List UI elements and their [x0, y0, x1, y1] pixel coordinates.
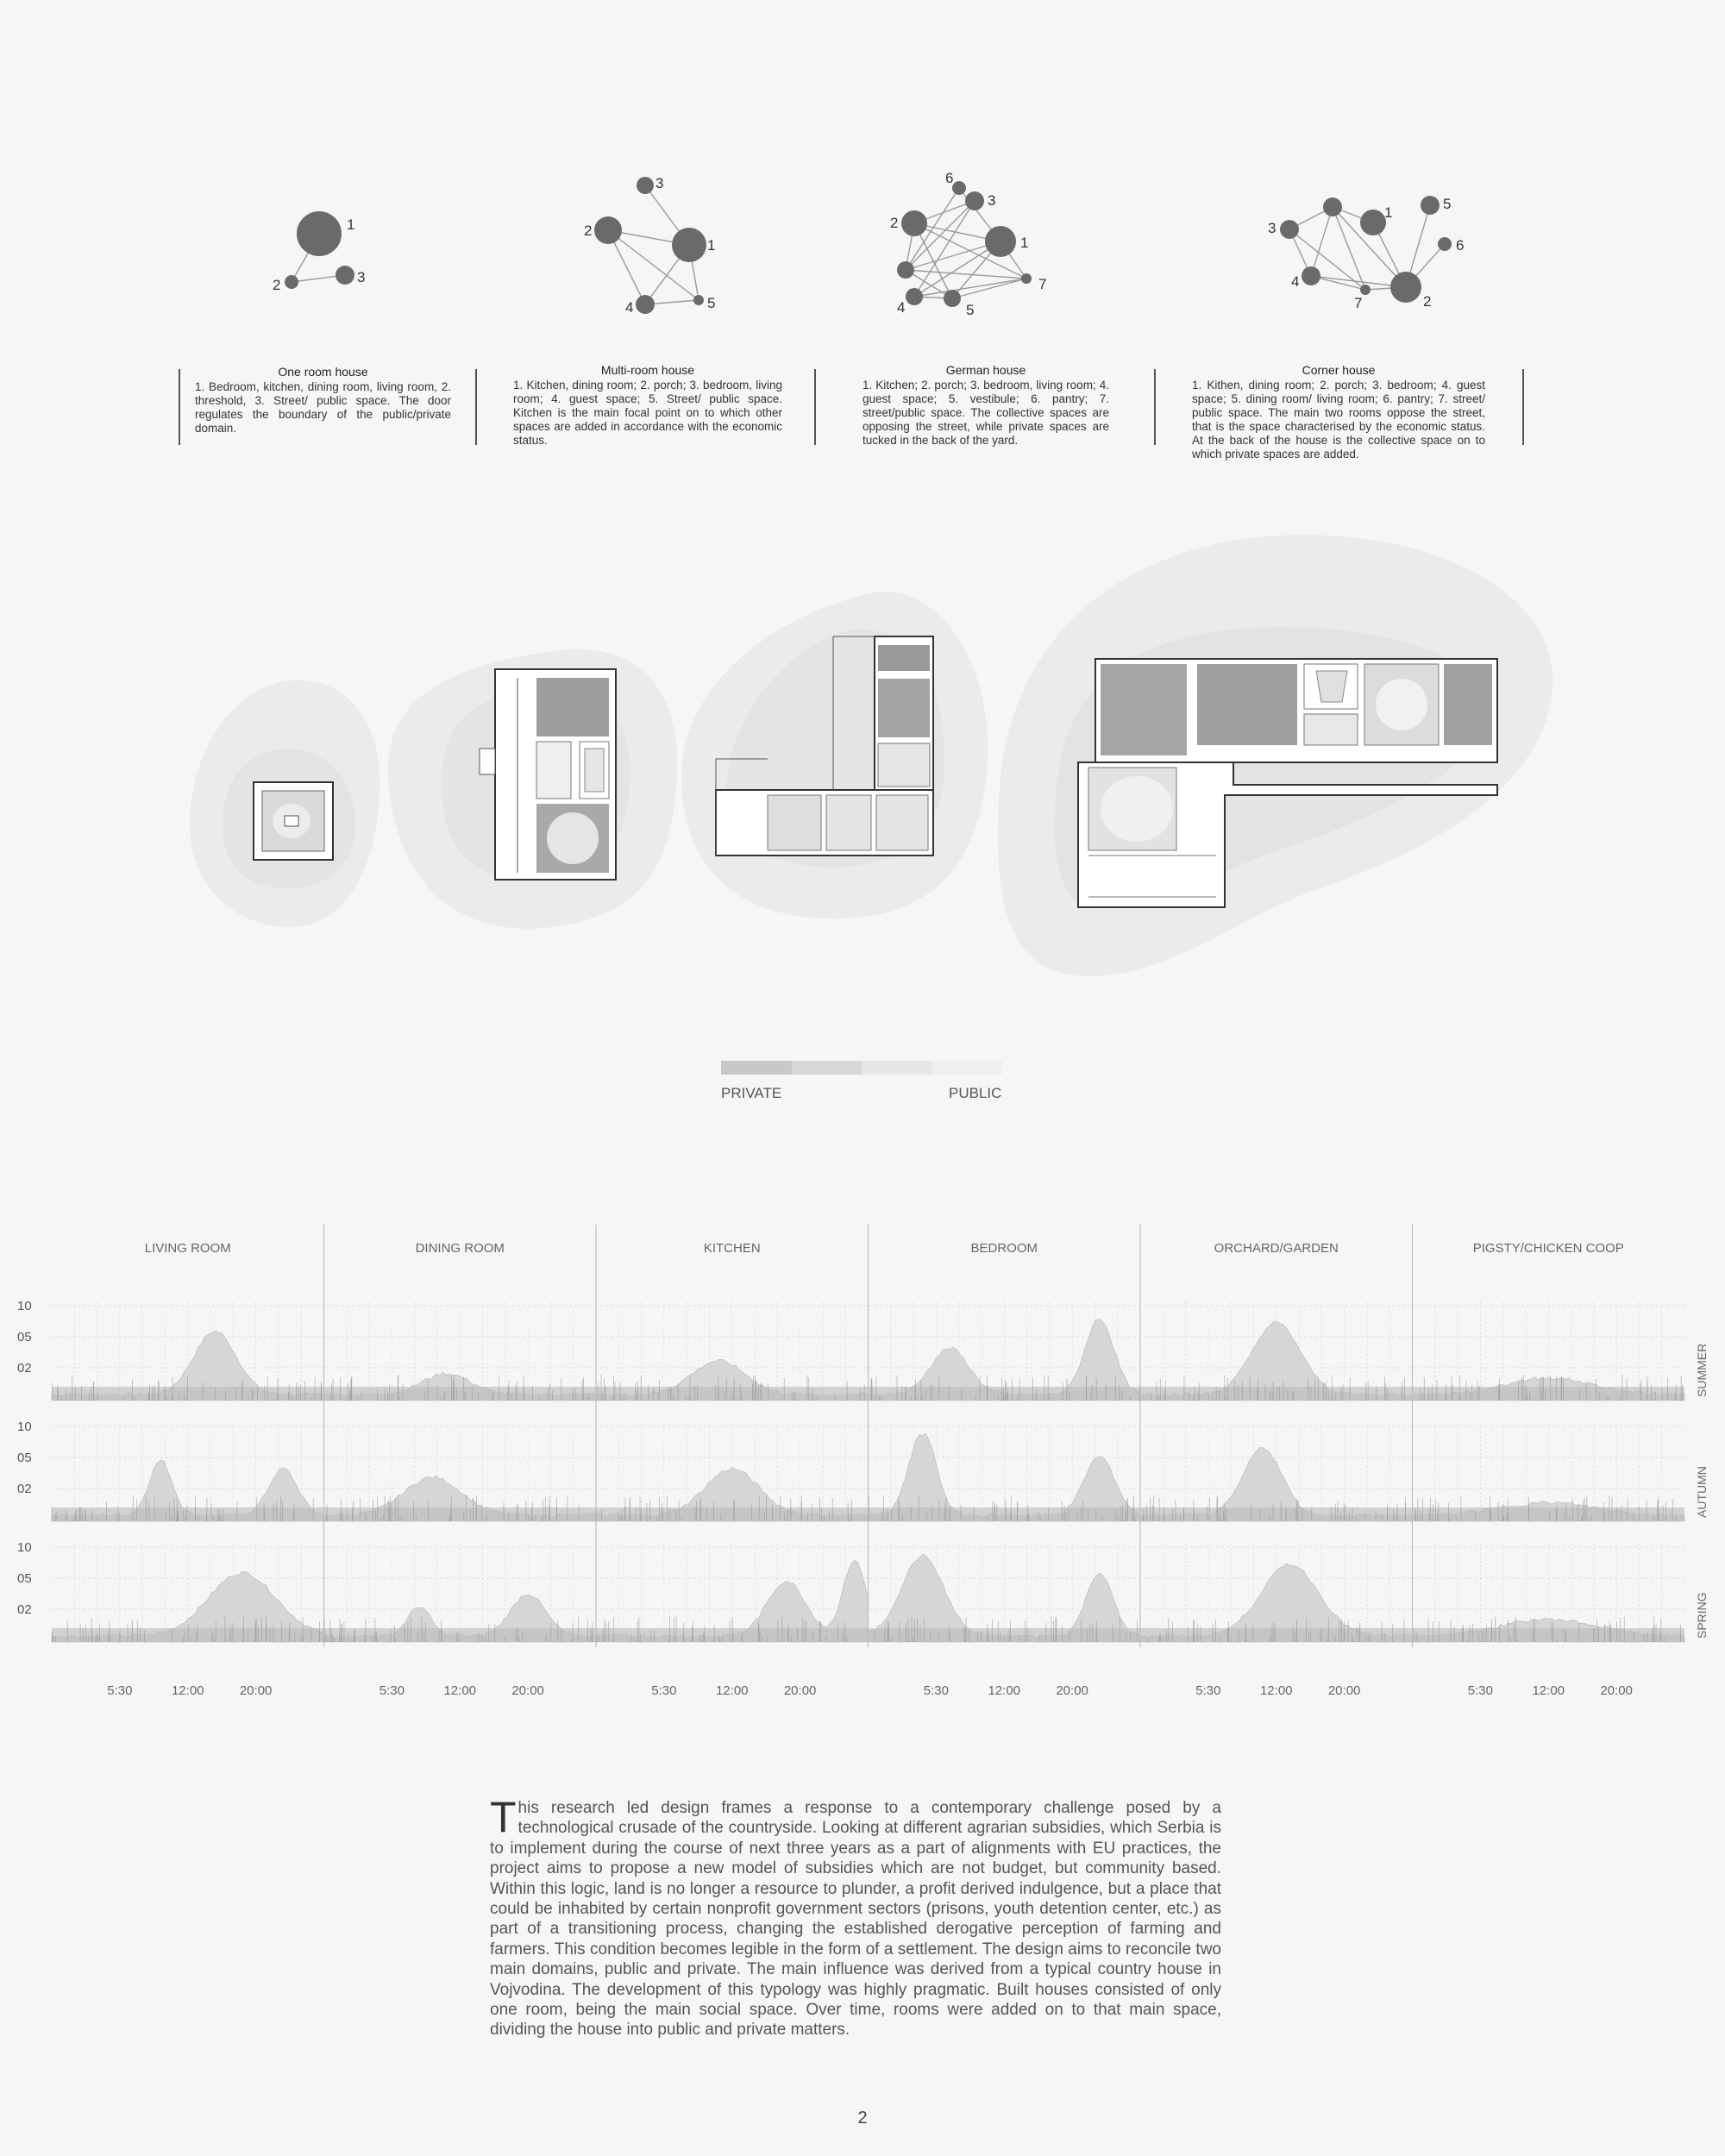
y-tick-label: 02: [17, 1482, 32, 1496]
node-label: 1: [707, 237, 716, 254]
chart-panel-title: ORCHARD/GARDEN: [1214, 1241, 1339, 1256]
essay: [490, 1793, 1221, 2040]
node-label: 1: [1020, 235, 1029, 251]
graph-node: [1421, 196, 1440, 215]
legend-swatch: [862, 1061, 932, 1075]
house-description: [862, 363, 1109, 448]
chart-panel-title: DINING ROOM: [415, 1241, 505, 1256]
activity-base-band: [596, 1628, 869, 1642]
x-tick-label: 20:00: [1600, 1683, 1633, 1698]
node-label: 1: [1384, 204, 1393, 221]
floor-plans: [0, 517, 1725, 1000]
divider-left: [179, 369, 180, 445]
y-tick-label: 05: [17, 1451, 32, 1465]
house-text: 1. Kithen, dining room; 2. porch; 3. bedroom; 4. guest space; 5. dining room/ living room; 6. pantry; 7. street/ public space. The main two rooms oppose the street, that is the space characterised by the economic status. At the back of the house is the collective space on to which private spaces are added.: [1192, 379, 1485, 461]
divider-left: [1154, 369, 1156, 445]
node-label: 4: [625, 299, 634, 316]
graph-node: [906, 288, 923, 305]
activity-base-band: [52, 1628, 324, 1642]
graph-node: [1360, 285, 1371, 295]
y-tick-label: 10: [17, 1420, 32, 1434]
node-label: 4: [1291, 273, 1300, 290]
season-label: SPRING: [1695, 1592, 1709, 1639]
legend-public-label: PUBLIC: [949, 1085, 1002, 1101]
activity-base-band: [869, 1387, 1141, 1401]
x-tick-label: 20:00: [783, 1683, 817, 1698]
node-label: 5: [1443, 196, 1452, 212]
node-label: 6: [945, 170, 954, 186]
house-text: 1. Bedroom, kitchen, dining room, living room, 2. threshold, 3. Street/ public space. The door regulates the boundary of the public/private domain.: [195, 380, 451, 435]
graph-node: [336, 266, 354, 285]
y-tick-label: 10: [17, 1299, 32, 1313]
legend-swatch: [721, 1061, 792, 1075]
house-title: Multi-room house: [600, 363, 695, 377]
x-tick-label: 20:00: [1327, 1683, 1361, 1698]
chart-panel-title: BEDROOM: [970, 1241, 1038, 1256]
x-tick-label: 20:00: [1056, 1683, 1088, 1698]
node-label: 2: [1423, 293, 1432, 310]
divider-left: [475, 369, 477, 445]
node-label: 7: [1354, 295, 1363, 311]
house-text: 1. Kitchen; 2. porch; 3. bedroom, living room; 4. guest space; 5. vestibule; 6. pantry; 7. street/public space. The collective spaces are opposing the street, while private spaces are tucked in the back of the yard.: [862, 379, 1109, 447]
graph-node: [1360, 210, 1386, 235]
graph-node: [1302, 266, 1320, 285]
legend-swatch: [792, 1061, 862, 1075]
x-tick-label: 5:30: [923, 1683, 949, 1698]
graph-node: [297, 211, 342, 256]
x-tick-label: 20:00: [239, 1683, 273, 1698]
chart-panel-title: PIGSTY/CHICKEN COOP: [1472, 1241, 1624, 1256]
house-title: Corner house: [1302, 363, 1376, 377]
activity-base-band: [1413, 1387, 1685, 1401]
graph-node: [1323, 197, 1342, 216]
plan-one-room: [254, 782, 333, 860]
divider-right: [1522, 369, 1524, 445]
activity-base-band: [1140, 1387, 1413, 1401]
chart-panel-title: LIVING ROOM: [144, 1241, 231, 1256]
activity-base-band: [1413, 1507, 1685, 1521]
y-tick-label: 05: [17, 1330, 32, 1344]
plan-multi-room: [480, 669, 616, 880]
graph-node: [1390, 272, 1421, 303]
x-tick-label: 20:00: [511, 1683, 544, 1698]
x-tick-label: 12:00: [443, 1683, 477, 1698]
house-text: 1. Kitchen, dining room; 2. porch; 3. bedroom, living room; 4. guest space; 5. Street/ public space. Kitchen is the main focal point on to which other spaces are added in accordance with the economic status.: [513, 379, 782, 447]
graph-node: [594, 216, 622, 244]
graph-node: [952, 181, 966, 195]
node-label: 5: [707, 295, 716, 311]
season-label: SUMMER: [1695, 1343, 1709, 1397]
privacy-legend: [721, 1061, 1002, 1075]
node-label: 7: [1038, 276, 1047, 292]
legend-swatch: [932, 1061, 1003, 1075]
page-number: 2: [857, 2109, 868, 2128]
graph-node: [693, 295, 704, 305]
legend-private-label: PRIVATE: [721, 1085, 782, 1101]
house-description: [513, 363, 782, 448]
node-label: 2: [890, 215, 899, 231]
node-label: 3: [656, 175, 664, 191]
graph-node: [897, 261, 914, 279]
x-tick-label: 5:30: [1195, 1683, 1221, 1698]
y-tick-label: 02: [17, 1602, 32, 1617]
x-tick-label: 12:00: [1532, 1683, 1565, 1698]
activity-base-band: [324, 1387, 597, 1401]
activity-chart: [0, 1207, 1725, 1716]
graph-node: [965, 191, 984, 210]
x-tick-label: 12:00: [171, 1683, 204, 1698]
graph-node: [672, 228, 706, 262]
node-label: 2: [273, 277, 281, 293]
activity-base-band: [869, 1507, 1141, 1521]
essay-dropcap: T: [490, 1793, 517, 1841]
y-tick-label: 05: [17, 1571, 32, 1586]
graph-node: [1021, 273, 1032, 284]
graph-node: [1280, 220, 1299, 239]
divider-left: [814, 369, 816, 445]
graph-node: [944, 290, 961, 307]
graph-node: [1438, 237, 1452, 251]
y-tick-label: 02: [17, 1361, 32, 1376]
x-tick-label: 12:00: [1259, 1683, 1293, 1698]
essay-text: his research led design frames a response to a contemporary challenge posed by a technological crusade of the countryside. Looking at different agrarian subsidies, which Serbia is to implement during the course of next three years as a part of alignments with EU practices, the project aims to propose a new model of subsidies which are not budget, but community based. Within this logic, land is no longer a resource to plunder, a profit derived indulgence, but a place that could be inhabited by certain nonprofit government sectors (prisons, youth detention center, etc.) as part of a transitioning process, changing the established derogative perception of farming and farmers. This condition becomes legible in the form of a settlement. The design aims to reconcile two main domains, public and private. The main influence was derived from a typical country house in Vojvodina. The development of this typology was highly pragmatic. Built houses consisted of only one room, being the main social space. Over time, rooms were added on to that main space, dividing the house into public and private matters.: [490, 1799, 1221, 2040]
graph-node: [985, 226, 1016, 257]
privacy-blob: [681, 592, 988, 918]
node-label: 3: [357, 269, 366, 285]
season-label: AUTUMN: [1695, 1466, 1709, 1518]
graph-node: [636, 295, 655, 314]
x-tick-label: 5:30: [379, 1683, 405, 1698]
chart-panel-title: KITCHEN: [703, 1241, 761, 1256]
node-label: 3: [988, 192, 996, 209]
x-tick-label: 5:30: [1467, 1683, 1493, 1698]
house-title: German house: [945, 363, 1026, 377]
activity-base-band: [596, 1507, 869, 1521]
activity-base-band: [1140, 1628, 1413, 1642]
activity-base-band: [52, 1507, 324, 1521]
node-label: 4: [897, 299, 906, 316]
graph-node: [285, 275, 298, 289]
x-tick-label: 5:30: [651, 1683, 677, 1698]
house-description: [195, 365, 451, 436]
graph-node: [637, 177, 654, 194]
x-tick-label: 12:00: [715, 1683, 749, 1698]
network-graphs: [0, 0, 1725, 362]
node-label: 1: [347, 216, 355, 233]
x-tick-label: 12:00: [988, 1683, 1021, 1698]
node-label: 5: [966, 302, 975, 318]
activity-base-band: [1140, 1507, 1413, 1521]
y-tick-label: 10: [17, 1540, 32, 1555]
node-label: 2: [584, 222, 593, 239]
house-title: One room house: [278, 365, 368, 379]
house-description: [1192, 363, 1485, 461]
graph-node: [901, 210, 927, 236]
node-label: 6: [1456, 237, 1465, 254]
node-label: 3: [1268, 220, 1276, 236]
x-tick-label: 5:30: [107, 1683, 133, 1698]
